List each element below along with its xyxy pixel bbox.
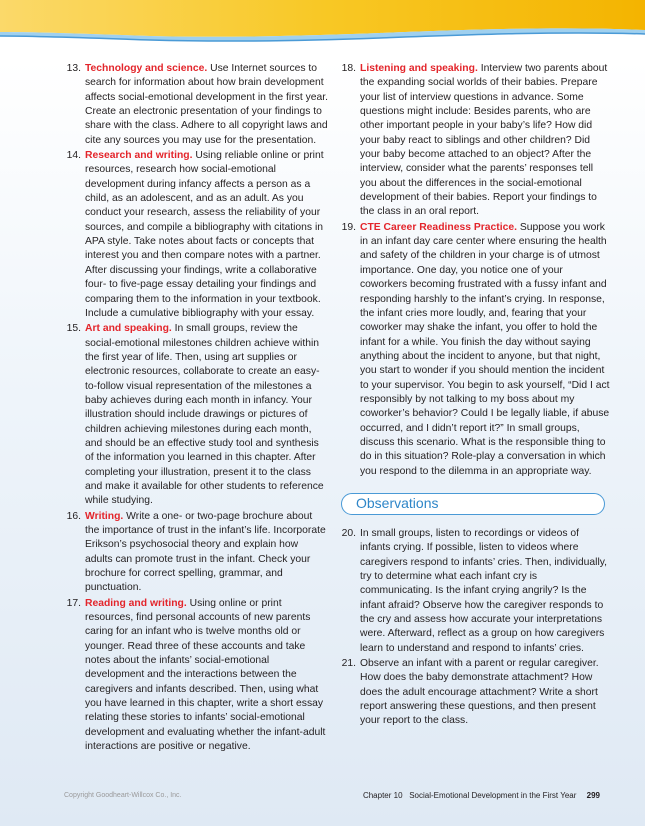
- item-number: 18.: [341, 63, 356, 74]
- section-title: Observations: [356, 494, 439, 511]
- observation-item: [339, 527, 611, 656]
- chapter-label: Chapter 10: [362, 791, 403, 800]
- item-heading: Listening and speaking.: [360, 63, 478, 74]
- activity-item: [64, 510, 328, 596]
- observation-item: [339, 657, 611, 729]
- item-text: Interview two parents about the expanding social worlds of their babies. Prepare your list of interview questions in advance. Some questions might include: Besides parents, who are other important people in your baby’s life? How did your baby react to siblings and other children? Did your baby become attached to an object? After the interview, consider what the parents’ responses tell you about the differences in the social-emotional development of their babies. Report your findings to the class in an oral report.: [360, 63, 608, 218]
- item-heading: Research and writing.: [85, 150, 193, 162]
- item-number: 15.: [66, 323, 81, 335]
- activity-item: [64, 62, 328, 148]
- item-heading: Reading and writing.: [85, 597, 187, 609]
- item-heading: Art and speaking.: [85, 323, 172, 335]
- page-number: 299: [586, 791, 600, 800]
- item-text: Suppose you work in an infant day care center where ensuring the health and safety of the children in your charge is of utmost importance. One day, you notice one of your coworkers becoming frustrated with a fussy infant and responding harshly to the infant’s crying. In response, the infant cries more loudly, and, fearing that your coworker may shake the infant, you offer to hold the infant for a while. You finish the day without saying anything about the incident to anyone, but that night, you start to wonder if you should mention the incident to your supervisor. You begin to ask yourself, “Did I act responsibly by not talking to my boss about my coworker’s behavior? Could I be legally liable, if abuse occurred, and I didn’t report it?” In small groups, discuss this scenario. What is the responsible thing to do in this situation? Role-play a conversation in which you respond to the dilemma in an appropriate way.: [360, 221, 610, 477]
- item-text: Observe an infant with a parent or regular caregiver. How does the baby demonstrate attachment? How does the adult encourage attachment? Write a short report answering these questions, and then present your report to the class.: [360, 658, 599, 727]
- item-number: 20.: [341, 527, 356, 539]
- item-text: Using online or print resources, find personal accounts of new parents caring for an infant who is twelve months old or younger. Read three of these accounts and take notes about the infants’ social-emotional development and the interactions between the caregivers and infants described. Then, using what you have learned in this chapter, write a short essay relating these stories to infants’ social-emotional development and evaluating whether the infant-adult interactions are positive or negative.: [85, 597, 326, 753]
- item-text: Using reliable online or print resources, research how social-emotional development during infancy affects a person as a child, as an adolescent, and as an adult. As you conduct your research, assess the reliability of your sources, and compile a bibliography with citations in APA style. Take notes about facts or concepts that interest you and then compare notes with a partner. After discussing your findings, write a collaborative four- to five-page essay detailing your findings and comparing them to the information in your textbook. Include a cumulative bibliography with your essay.: [85, 150, 324, 319]
- observations-section-header: [341, 493, 605, 515]
- left-column: [64, 62, 328, 756]
- activity-item: [339, 62, 611, 220]
- copyright-footer: Copyright Goodheart-Willcox Co., Inc.: [64, 792, 182, 799]
- activity-item: [64, 149, 328, 321]
- chapter-title: Social-Emotional Development in the First Year: [409, 791, 577, 800]
- item-heading: Technology and science.: [85, 63, 208, 74]
- item-number: 14.: [66, 150, 81, 162]
- item-heading: Writing.: [85, 510, 124, 522]
- right-column: [339, 62, 611, 730]
- item-text: Write a one- or two-page brochure about the importance of trust in the infant’s life. Incorporate Erikson’s psychosocial theory and explain how adults can promote trust in the infant. Check your brochure for correct spelling, grammar, and punctuation.: [85, 510, 326, 594]
- running-footer: [363, 791, 600, 800]
- item-heading: CTE Career Readiness Practice.: [360, 221, 517, 233]
- item-text: Use Internet sources to search for information about how brain development affects social-emotional development in the first year. Create an electronic presentation of your findings to share with the class. Adhere to all copyright laws and cite any sources you may use for the presentation.: [85, 63, 329, 146]
- item-number: 13.: [66, 63, 81, 74]
- item-number: 21.: [341, 658, 356, 670]
- item-text: In small groups, review the social-emotional milestones children achieve within the first year of life. Then, using art supplies or electronic resources, collaborate to create an easy-to-follow visual representation of the milestones a baby achieves during each month in infancy. Your illustration should include drawings or pictures of children achieving milestones during each month, and should be an effective study tool and synthesis of the information you learned in this chapter. After completing your illustration, present it to the class and make it available for other students to reference while studying.: [85, 323, 324, 507]
- item-number: 17.: [66, 597, 81, 609]
- activity-item: [64, 597, 328, 755]
- item-text: In small groups, listen to recordings or videos of infants crying. If possible, listen to videos where caregivers respond to infants’ cries. Then, individually, try to determine what each infant cry is communicating. Is the infant crying angrily? Is the infant afraid? Observe how the caregiver responds to the cry and assess how accurate your interpretations were. Afterward, reflect as a group on how caregivers learn to understand and respond to infants’ cries.: [360, 527, 608, 654]
- decorative-banner: [0, 0, 645, 52]
- item-number: 19.: [341, 221, 356, 233]
- activity-item: [339, 221, 611, 479]
- item-number: 16.: [66, 510, 81, 522]
- activity-item: [64, 322, 328, 508]
